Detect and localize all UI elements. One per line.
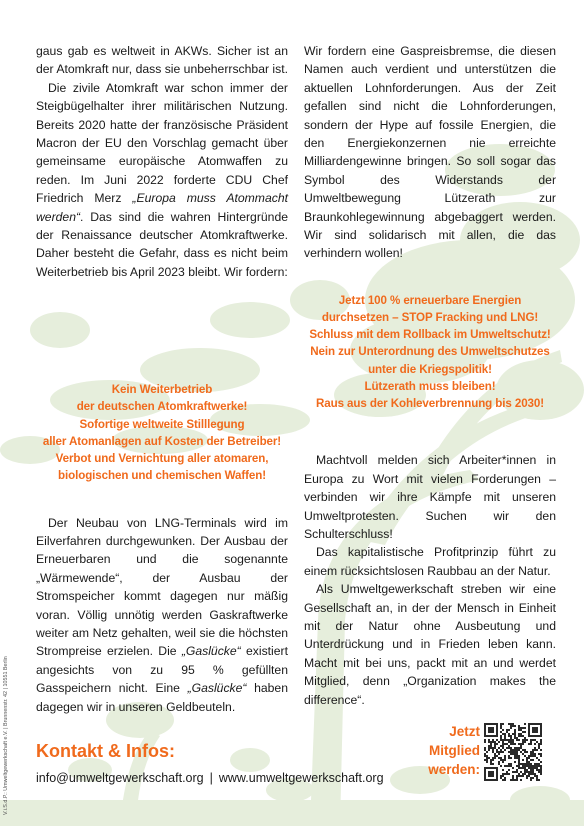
demand-line: Lützerath muss bleiben!: [364, 379, 496, 393]
left-column: [36, 42, 288, 716]
right-paragraph-2: Machtvoll melden sich Arbeiter*innen in Europa zu Wort mit vielen Forderungen – verbinden wir ihre Kämpfe mit unseren Umweltprotesten. Suchen wir den Schulterschluss!: [304, 453, 556, 541]
demand-line: unter die Kriegspolitik!: [368, 362, 492, 376]
demand-line: aller Atomanlagen auf Kosten der Betreiber!: [42, 434, 282, 448]
demand-line: Raus aus der Kohleverbrennung bis 2030!: [315, 397, 545, 411]
demand-line: biologischen und chemischen Waffen!: [58, 469, 266, 483]
contact-line: [36, 770, 384, 786]
qr-code-icon[interactable]: [484, 723, 542, 781]
member-cta: [428, 722, 480, 779]
demand-line: Schluss mit dem Rollback im Umweltschutz!: [309, 328, 551, 342]
demand-line: durchsetzen – STOP Fracking und LNG!: [321, 311, 539, 325]
right-paragraph-3: Das kapitalistische Profitprinzip führt zu einem rücksichtslosen Raubbau an der Natur.: [304, 545, 556, 578]
website-link[interactable]: www.umweltgewerkschaft.org: [218, 771, 384, 785]
member-cta-line: Jetzt: [449, 724, 480, 739]
demand-line: Jetzt 100 % erneuerbare Energien: [338, 293, 522, 307]
demand-line: Nein zur Unterordnung des Umweltschutzes: [310, 345, 550, 359]
demand-line: der deutschen Atomkraftwerke!: [76, 400, 248, 414]
left-paragraph-1: gaus gab es weltweit in AKWs. Sicher ist an der Atomkraft nur, dass sie unbeherrschbar ist.: [36, 44, 288, 77]
member-cta-line: Mitglied: [429, 743, 480, 758]
demand-line: Verbot und Vernichtung aller atomaren,: [55, 452, 269, 466]
member-cta-line: werden:: [428, 762, 480, 777]
left-demands-block: [26, 381, 298, 484]
email-link[interactable]: info@umweltgewerkschaft.org: [36, 771, 204, 785]
demand-line: Kein Weiterbetrieb: [111, 383, 213, 397]
right-demands-block: [298, 292, 562, 412]
right-paragraph-4: Als Umweltgewerkschaft streben wir eine Gesellschaft an, in der der Mensch in Einheit mit der Natur ohne Ausbeutung und Unterdrückung und in Frieden leben kann. Macht mit bei uns, packt mit an und werdet Mitglied, denn „Organization makes the difference“.: [304, 582, 556, 707]
right-column: [304, 42, 556, 709]
right-paragraph-1: Wir fordern eine Gaspreisbremse, die diesen Namen auch verdient und unterstützen die aktuellen Lohnforderungen. Aus der Zeit gefallen sind nicht die Lohnforderungen, sondern der Hype auf fossile Energien, die den Energiekonzernen nie erreichte Milliardengewinne bringen. So soll sogar das Symbol des Widerstands der Umweltbewegung Lützerath zur Braunkohlegewinnung abgebaggert werden. Wir sind solidarisch mit allen, die das verhindern wollen!: [304, 44, 556, 261]
contact-separator: |: [209, 771, 213, 785]
imprint-text: V.i.S.d.P.: Umweltgewerkschaft e.V. | Brunnenstr. 42 | 10551 Berlin: [3, 656, 9, 815]
left-paragraph-3: Der Neubau von LNG-Terminals wird im Eilverfahren durchgewunken. Der Ausbau der Erneuerbaren und die sogenannte „Wärmewende“, der Ausbau der Stromspeicher kommt dagegen nur mäßig voran. Völlig unnötig werden Gaskraftwerke weiter am Netz gehalten, weil sie die höchsten Strompreise erzielen. Die „Gaslücke“ existiert angesichts von zu 95 % gefüllten Gasspeichern nicht. Eine „Gaslücke“ haben dagegen wir in unseren Geldbeuteln.: [36, 515, 288, 714]
left-paragraph-2: Die zivile Atomkraft war schon immer der Steigbügelhalter ihrer militärischen Nutzung. Bereits 2020 hatte der französische Präsident Macron der EU den Vorschlag gemacht über gemeinsame europäische Atomwaffen zu reden. Im Juni 2022 forderte CDU Chef Friedrich Merz „Europa muss Atommacht werden“. Das sind die wahren Hintergründe der Renaissance deutscher Atomkraftwerke. Daher besteht die Gefahr, dass es nicht beim Weiterbetrieb bis April 2023 bleibt. Wir fordern:: [36, 80, 288, 279]
contact-title: Kontakt & Infos:: [36, 741, 175, 761]
demand-line: Sofortige weltweite Stilllegung: [79, 417, 245, 431]
